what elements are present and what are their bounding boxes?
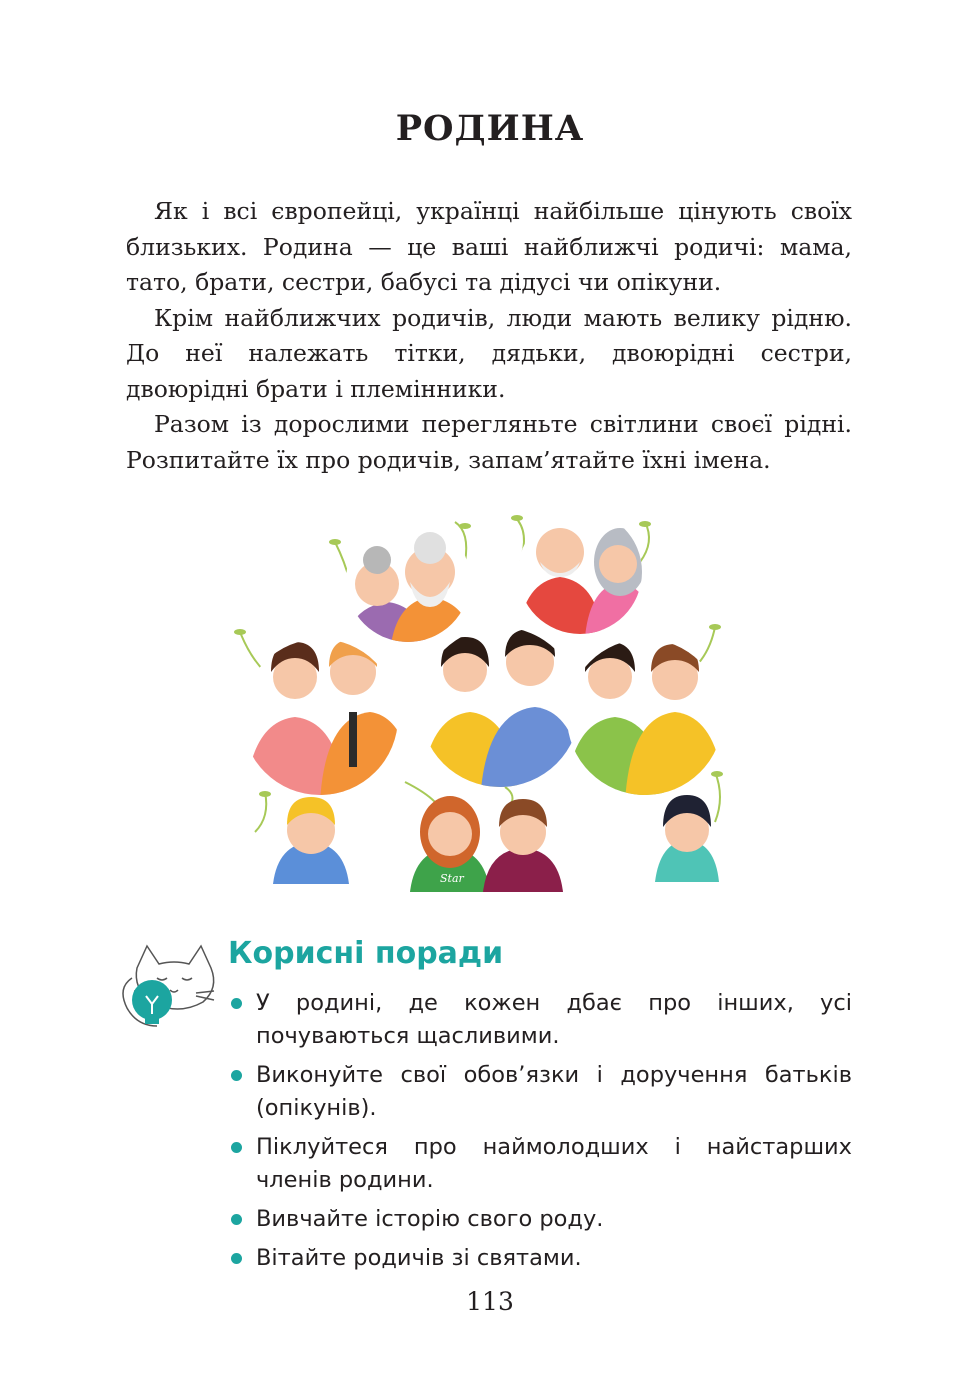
page-number: 113 bbox=[466, 1287, 514, 1316]
tip-item bbox=[228, 987, 852, 1053]
tip-text: Вивчайте історію свого роду. bbox=[256, 1206, 604, 1232]
parents-group-3 bbox=[565, 637, 725, 802]
tip-text: Вітайте родичів зі святами. bbox=[256, 1245, 582, 1271]
paragraph-1: Як і всі європейці, українці найбільше цінують своїх близьких. Родина — це ваші найближчі родичі: мама, тато, брати, сестри, бабусі та дідусі чи опікуни. bbox=[126, 197, 852, 296]
paragraph-3: Разом із дорослими перегляньте світлини своєї рідні. Розпитайте їх про родичів, запам’ятайте їхні імена. bbox=[126, 410, 852, 474]
shirt-text: Star bbox=[440, 872, 464, 885]
bullet-icon bbox=[231, 1142, 242, 1153]
paragraph-2: Крім найближчих родичів, люди мають велику рідню. До неї належать тітки, дядьки, двоюрідні сестри, двоюрідні брати і племінники. bbox=[126, 303, 852, 403]
tip-text: Піклуйтеся про наймолодших і найстарших членів родини. bbox=[256, 1134, 852, 1193]
tip-item bbox=[228, 1059, 852, 1125]
grandparents-group-1 bbox=[343, 512, 475, 652]
tips-list bbox=[228, 987, 852, 1281]
bullet-icon bbox=[231, 1214, 242, 1225]
tip-item bbox=[228, 1131, 852, 1197]
grandparents-group-2 bbox=[515, 512, 655, 637]
parents-group-1 bbox=[240, 637, 415, 802]
body-text bbox=[126, 194, 852, 478]
tip-text: Виконуйте свої обов’язки і доручення батьків (опікунів). bbox=[256, 1062, 852, 1121]
cat-with-lightbulb-icon bbox=[112, 938, 222, 1030]
child-2 bbox=[410, 796, 490, 892]
tip-item bbox=[228, 1242, 852, 1275]
child-3 bbox=[483, 799, 563, 892]
tips-title: Корисні поради bbox=[228, 936, 504, 971]
page-title: РОДИНА bbox=[395, 108, 585, 149]
bullet-icon bbox=[231, 998, 242, 1009]
child-4 bbox=[655, 795, 719, 882]
bullet-icon bbox=[231, 1253, 242, 1264]
parents-group-2 bbox=[420, 627, 585, 802]
tip-text: У родині, де кожен дбає про інших, усі почуваються щасливими. bbox=[256, 990, 852, 1049]
family-tree-illustration bbox=[225, 512, 765, 897]
child-1 bbox=[273, 797, 349, 884]
bullet-icon bbox=[231, 1070, 242, 1081]
tip-item bbox=[228, 1203, 852, 1236]
